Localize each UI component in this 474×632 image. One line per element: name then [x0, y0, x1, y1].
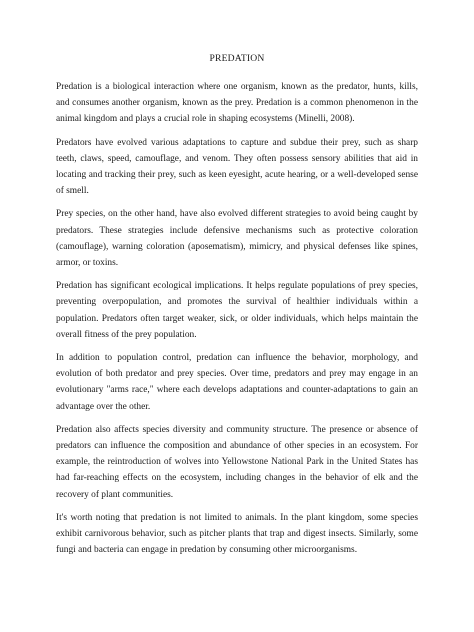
paragraph-prey-strategies: Prey species, on the other hand, have also evolved different strategies to avoid being caught by predators. These strategies include defensive mechanisms such as protective coloration (camouflage), warning coloration (aposematism), mimicry, and physical defenses like spines, armor, or toxins. — [56, 209, 418, 269]
paragraph-predator-adaptations: Predators have evolved various adaptations to capture and subdue their prey, such as sharp teeth, claws, speed, camouflage, and venom. They often possess sensory abilities that aid in locating and tracking their prey, such as keen eyesight, acute hearing, or a well-developed sense of smell. — [56, 137, 418, 197]
document-body — [56, 52, 418, 565]
paragraph-evolution: In addition to population control, predation can influence the behavior, morphology, and evolution of both predator and prey species. Over time, predators and prey may engage in an evolutionary "arms race," where each develops adaptations and counter-adaptations to gain an advantage over the other. — [56, 353, 418, 412]
document-title: PREDATION — [209, 53, 265, 64]
paragraph-ecological-implications: Predation has significant ecological implications. It helps regulate populations of prey species, preventing overpopulation, and promotes the survival of healthier individuals within a population. Predators often target weaker, sick, or older individuals, which helps maintain the overall fitness of the prey population. — [56, 281, 418, 340]
paragraph-intro: Predation is a biological interaction where one organism, known as the predator, hunts, kills, and consumes another organism, known as the prey. Predation is a common phenomenon in the animal kingdom and plays a crucial role in shaping ecosystems (Minelli, 2008). — [56, 82, 418, 125]
paragraph-diversity: Predation also affects species diversity and community structure. The presence or absence of predators can influence the composition and abundance of other species in an ecosystem. For example, the reintroduction of wolves into Yellowstone National Park in the United States has had far-reaching effects on the ecosystem, including changes in the behavior of elk and the recovery of plant communities. — [56, 424, 418, 500]
paragraph-beyond-animals: It's worth noting that predation is not limited to animals. In the plant kingdom, some species exhibit carnivorous behavior, such as pitcher plants that trap and digest insects. Similarly, some fungi and bacteria can engage in predation by consuming other microorganisms. — [56, 512, 418, 556]
